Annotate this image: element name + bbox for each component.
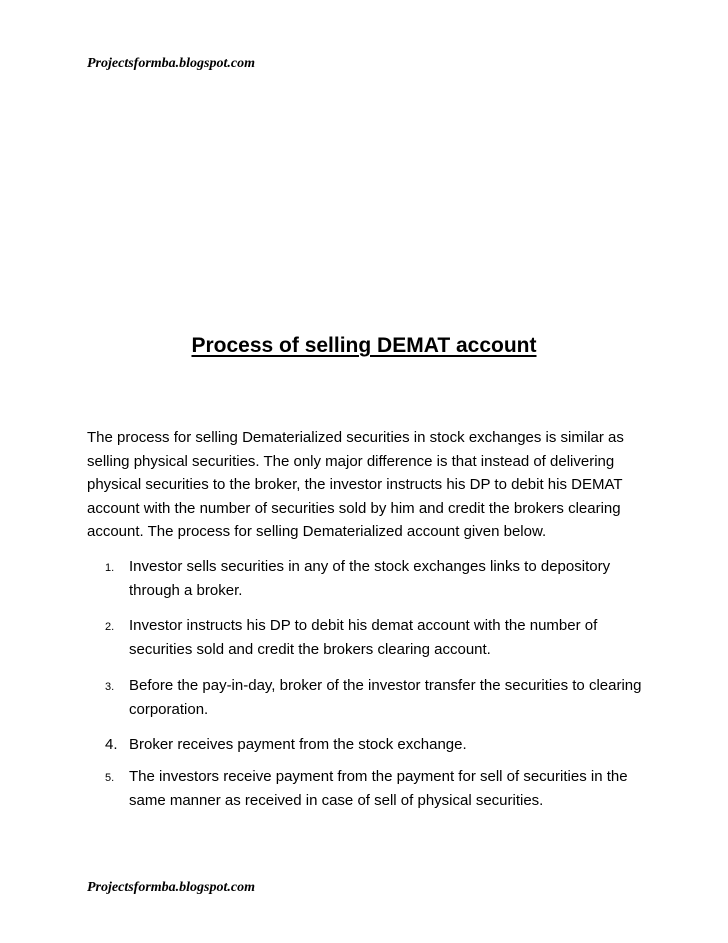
step-number: 5. [105, 772, 115, 784]
page-footer-site: Projectsformba.blogspot.com [87, 880, 255, 895]
step-item [105, 674, 665, 722]
step-number: 3. [105, 681, 115, 693]
step-item [105, 733, 665, 757]
step-number: 4. [105, 736, 118, 753]
step-text: Broker receives payment from the stock exchange. [129, 736, 467, 753]
step-text: The investors receive payment from the payment for sell of securities in the same manner as received in case of sell of physical securities. [129, 768, 628, 809]
page-header-site: Projectsformba.blogspot.com [87, 56, 255, 71]
step-number: 1. [105, 562, 115, 574]
intro-paragraph: The process for selling Dematerialized securities in stock exchanges is similar as selling physical securities. The only major difference is that instead of delivering physical securities to the broker, the investor instructs his DP to debit his DEMAT account with the number of securities sold by him and credit the brokers clearing account. The process for selling Dematerialized account given below. [87, 429, 624, 540]
step-text: Investor instructs his DP to debit his demat account with the number of securities sold and credit the brokers clearing account. [129, 617, 598, 658]
step-item [105, 614, 665, 662]
step-number: 2. [105, 621, 115, 633]
step-text: Before the pay-in-day, broker of the investor transfer the securities to clearing corporation. [129, 677, 642, 718]
step-text: Investor sells securities in any of the stock exchanges links to depository through a broker. [129, 558, 611, 599]
document-title: Process of selling DEMAT account [191, 334, 537, 357]
step-item [105, 765, 665, 813]
step-item [105, 555, 665, 603]
